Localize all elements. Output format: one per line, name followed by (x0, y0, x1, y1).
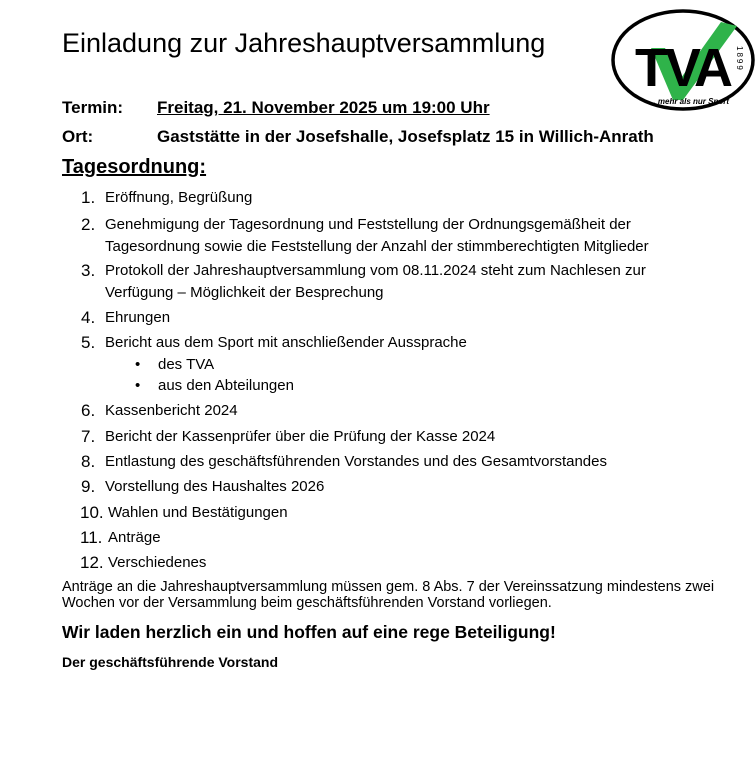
agenda-item-text: Bericht aus dem Sport mit anschließender Aussprache (105, 334, 467, 351)
agenda-item-number: 11. (80, 528, 103, 547)
agenda-item-text-cont: Verfügung – Möglichkeit der Besprechung (105, 284, 384, 301)
agenda-item-number: 7. (81, 427, 96, 446)
logo-letters: TVA (635, 38, 730, 98)
agenda-item-number: 3. (81, 261, 96, 280)
agenda-item-text: Entlastung des geschäftsführenden Vorstandes und des Gesamtvorstandes (105, 453, 607, 470)
agenda-item-text: Ehrungen (105, 309, 171, 326)
agenda-item-text: Anträge (108, 529, 161, 546)
agenda-item-number: 12. (80, 553, 104, 572)
termin-row (62, 98, 490, 118)
agenda-item-text: Protokoll der Jahreshauptversammlung vom 08.11.2024 steht zum Nachlesen zur (105, 262, 646, 279)
agenda-subitem-text: des TVA (158, 356, 215, 373)
ort-label: Ort: (62, 127, 94, 146)
agenda-item-text: Wahlen und Bestätigungen (108, 504, 288, 521)
agenda-item-number: 2. (81, 215, 96, 234)
agenda-item-text: Eröffnung, Begrüßung (105, 189, 253, 206)
termin-value: Freitag, 21. November 2025 um 19:00 Uhr (157, 98, 490, 117)
tva-logo (611, 8, 756, 112)
agenda-item-text: Bericht der Kassenprüfer über die Prüfung der Kasse 2024 (105, 428, 496, 445)
logo-slogan: ... mehr als nur Sport (649, 97, 730, 106)
agenda-item-number: 1. (81, 188, 96, 207)
agenda-item-text: Vorstellung des Haushaltes 2026 (105, 478, 325, 495)
ort-row (62, 127, 654, 147)
agenda-item-number: 4. (81, 308, 96, 327)
agenda-item-text-cont: Tagesordnung sowie die Feststellung der Anzahl der stimmberechtigten Mitglieder (105, 238, 649, 255)
motion-deadline-note: Anträge an die Jahreshauptversammlung müssen gem. 8 Abs. 7 der Vereinssatzung mindestens zwei Wochen vor der Versammlung beim geschäftsführenden Vorstand vorliegen. (62, 579, 715, 611)
logo-year: 1899 (735, 46, 744, 72)
agenda-item-text: Verschiedenes (108, 554, 207, 571)
agenda-item-number: 8. (81, 452, 96, 471)
agenda-item-text: Genehmigung der Tagesordnung und Feststellung der Ordnungsgemäßheit der (105, 216, 631, 233)
agenda-item-number: 5. (81, 333, 96, 352)
agenda-heading: Tagesordnung: (62, 156, 207, 178)
agenda-item-text: Kassenbericht 2024 (105, 402, 238, 419)
termin-label: Termin: (62, 98, 124, 117)
signature: Der geschäftsführende Vorstand (62, 654, 279, 670)
bullet-icon: • (135, 377, 141, 394)
agenda-subitem-text: aus den Abteilungen (158, 377, 294, 394)
agenda-item-number: 9. (81, 477, 96, 496)
bullet-icon: • (135, 356, 141, 373)
agenda-item-number: 10. (80, 503, 104, 522)
ort-value: Gaststätte in der Josefshalle, Josefsplatz 15 in Willich-Anrath (157, 127, 654, 146)
invitation-text: Wir laden herzlich ein und hoffen auf eine rege Beteiligung! (62, 622, 556, 642)
document-title: Einladung zur Jahreshauptversammlung (62, 28, 546, 58)
agenda-item-number: 6. (81, 401, 96, 420)
